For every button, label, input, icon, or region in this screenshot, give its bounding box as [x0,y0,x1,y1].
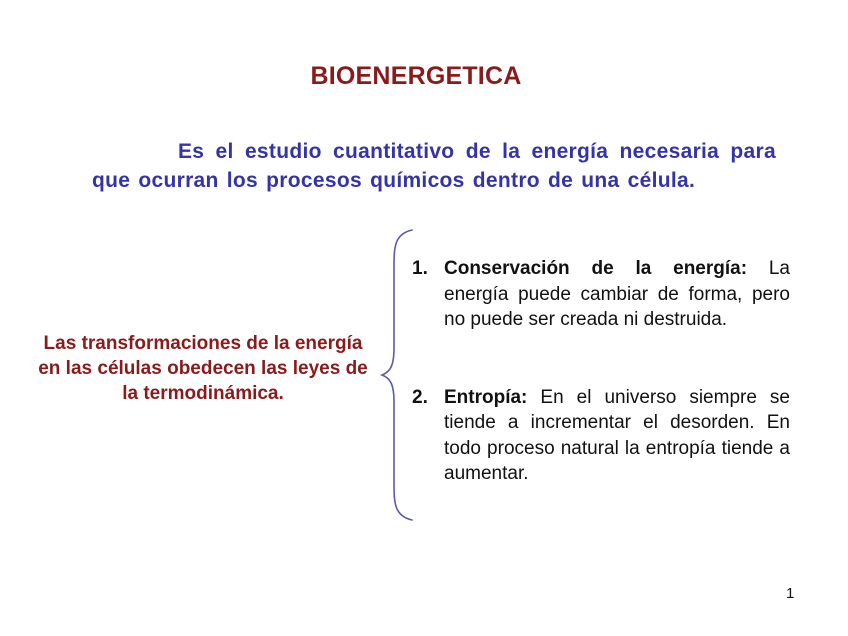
law-number: 1. [412,258,428,279]
thermodynamics-note: Las transformaciones de la energía en las células obedecen las leyes de la termodinámica. [38,333,368,404]
curly-brace-icon [376,228,416,522]
law-item-entropy [412,385,790,487]
law-text: En el universo siempre se tiende a incrementar el desorden. En todo proceso natural la entropía tiende a aumentar. [444,386,790,484]
page-number: 1 [786,585,795,602]
intro-paragraph: Es el estudio cuantitativo de la energía necesaria para que ocurran los procesos químicos dentro de una célula. [92,140,776,192]
law-item-conservation [412,256,790,333]
law-term: Conservación de la energía: [444,258,769,279]
thermodynamics-laws-list [412,256,790,487]
law-term: Entropía: [444,386,541,408]
law-text: La energía puede cambiar de forma, pero no puede ser creada ni destruida. [444,258,790,330]
law-number: 2. [412,386,428,408]
slide-title: BIOENERGETICA [310,62,522,90]
brace-path [382,230,412,520]
